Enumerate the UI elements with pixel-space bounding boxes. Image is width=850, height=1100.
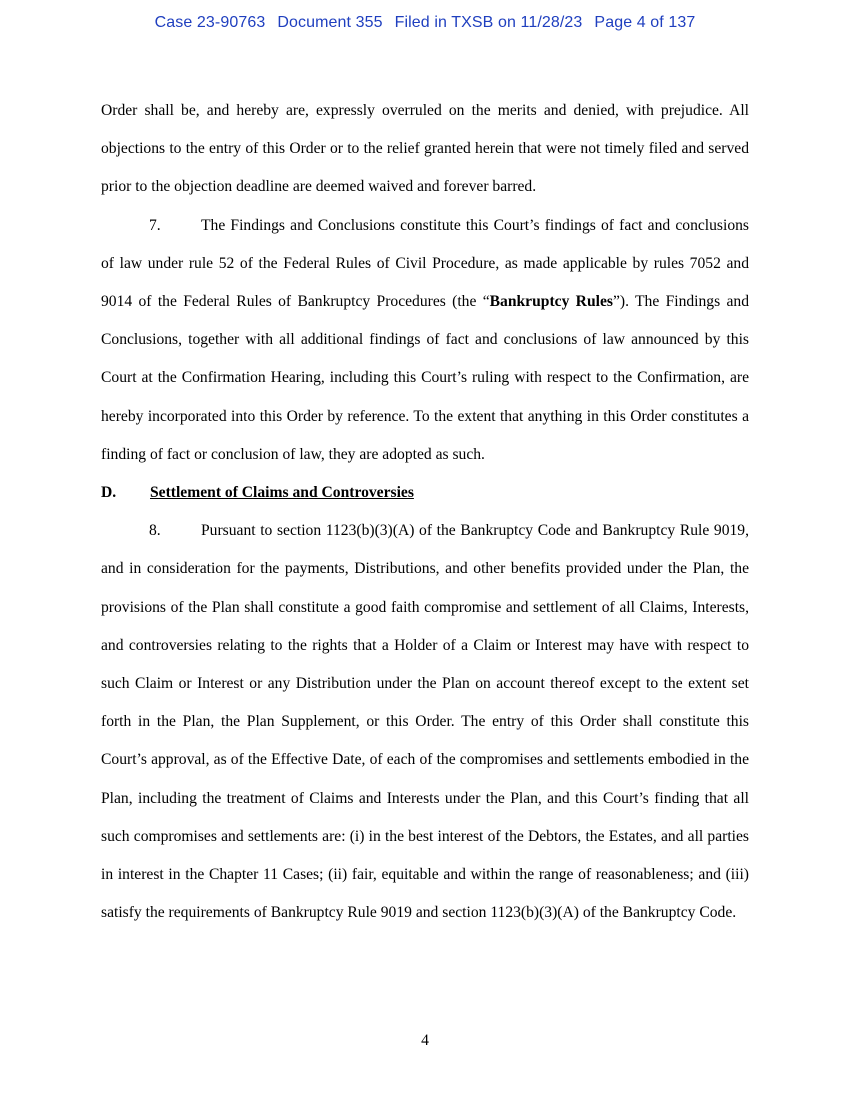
paragraph-text: ”). The Findings and Conclusions, together with all additional findings of fact and conclusions of law announced by this Court at the Confirmation Hearing, including this Court’s ruling with respect to the Confirmation, are hereby incorporated into this Order by reference. To the extent that anything in this Order constitutes a finding of fact or conclusion of law, they are adopted as such. — [101, 293, 750, 463]
paragraph-8 — [101, 512, 749, 932]
page-number: 4 — [421, 1032, 429, 1049]
paragraph-text: Pursuant to section 1123(b)(3)(A) of the Bankruptcy Code and Bankruptcy Rule 9019, and in consideration for the payments, Distributions, and other benefits provided under the Plan, the provisions of the Plan shall constitute a good faith compromise and settlement of all Claims, Interests, and controversies relating to the rights that a Holder of a Claim or Interest may have with respect to such Claim or Interest or any Distribution under the Plan on account thereof except to the extent set forth in the Plan, the Plan Supplement, or this Order. The entry of this Order shall constitute this Court’s approval, as of the Effective Date, of each of the compromises and settlements embodied in the Plan, including the treatment of Claims and Interests under the Plan, and this Court’s finding that all such compromises and settlements are: (i) in the best interest of the Debtors, the Estates, and all parties in interest in the Chapter 11 Cases; (ii) fair, equitable and within the range of reasonableness; and (iii) satisfy the requirements of Bankruptcy Rule 9019 and section 1123(b)(3)(A) of the Bankruptcy Code. — [101, 522, 749, 922]
filed-info: Filed in TXSB on 11/28/23 — [394, 14, 583, 31]
section-letter: D. — [101, 484, 117, 502]
paragraph-7 — [101, 207, 749, 474]
paragraph-text: The Findings and Conclusions constitute this Court’s findings of fact and conclusions of law under rule 52 of the Federal Rules of Civil Procedure, as made applicable by rules 7052 and 9014 of the Federal Rules of Bankruptcy Procedures (the “ — [101, 216, 749, 311]
section-title: Settlement of Claims and Controversies — [150, 484, 414, 502]
page-info: Page 4 of 137 — [594, 14, 696, 31]
filing-header — [0, 14, 850, 32]
document-body — [101, 92, 749, 932]
document-number: Document 355 — [277, 14, 383, 31]
defined-term: Bankruptcy Rules — [489, 293, 613, 311]
paragraph-number: 7. — [149, 216, 161, 234]
case-number: Case 23-90763 — [154, 14, 266, 31]
continuation-paragraph: Order shall be, and hereby are, expressly overruled on the merits and denied, with prejudice. All objections to the entry of this Order or to the relief granted herein that were not timely filed and served prior to the objection deadline are deemed waived and forever barred. — [101, 102, 749, 196]
paragraph-number: 8. — [149, 522, 161, 540]
section-heading — [101, 474, 749, 512]
